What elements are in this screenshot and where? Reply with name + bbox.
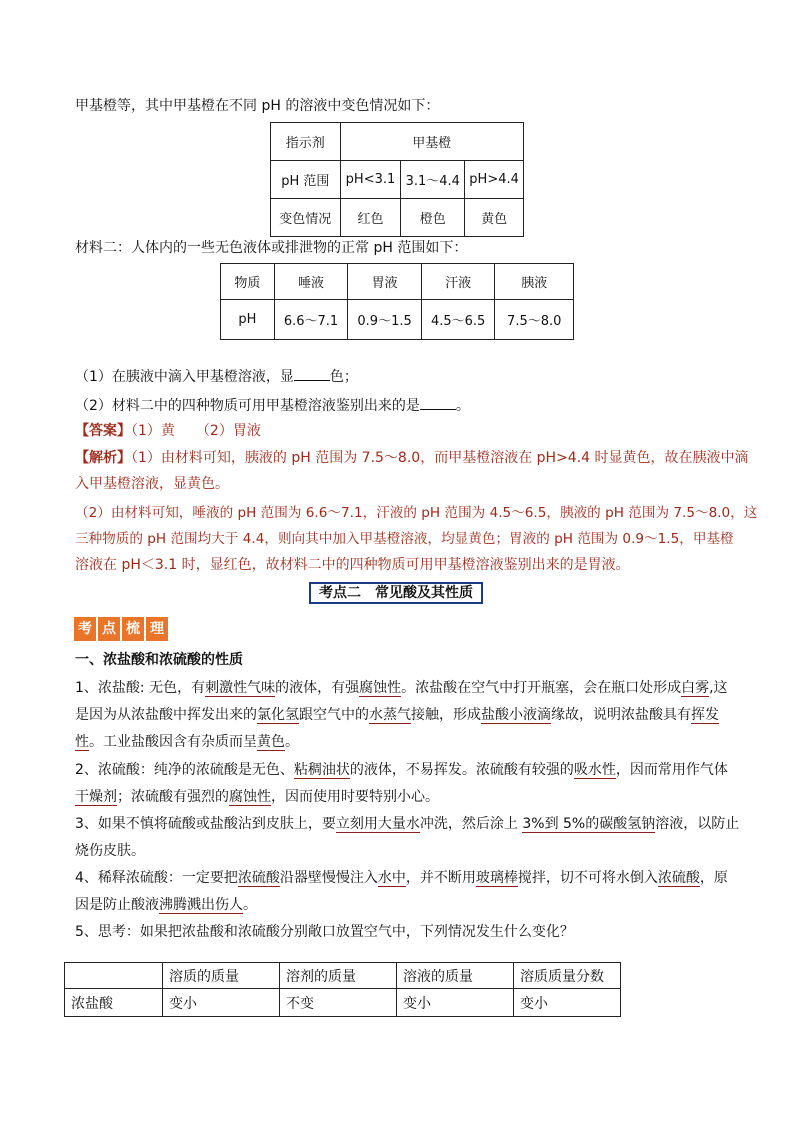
table-header: 唾液: [274, 264, 348, 300]
section-title: 考点二 常见酸及其性质: [309, 582, 483, 604]
paragraph-3-line: [75, 814, 739, 834]
analysis-line: 三种物质的 pH 范围均大于 4.4，则向其中加入甲基橙溶液，均显黄色；胃液的 pH 范围为 0.9～1.5，甲基橙: [75, 531, 734, 547]
section-heading: 一、浓盐酸和浓硫酸的性质: [75, 652, 243, 668]
underlined-term: 腐蚀性: [359, 680, 402, 696]
table-cell: 变小: [514, 989, 621, 1017]
text: 因是防止酸液: [75, 897, 159, 913]
analysis-text: （1）由材料可知，胰液的 pH 范围为 7.5～8.0，而甲基橙溶液在 pH>4.4 时显黄色，故在胰液中滴: [131, 450, 749, 466]
underlined-term: 粘稠油状: [293, 762, 350, 778]
table-header: 胰液: [495, 264, 574, 300]
indicator-name: 甲基橙: [340, 123, 523, 161]
text: 的液体，有强: [275, 680, 360, 696]
underlined-term: 大量水: [377, 816, 420, 832]
text: 沿器壁慢慢注入: [279, 870, 378, 886]
ph-value-cell: 7.5～8.0: [495, 300, 574, 340]
question-1-text: （1）在胰液中滴入甲基橙溶液，显: [75, 369, 294, 385]
analysis-line: （2）由材料可知，唾液的 pH 范围为 6.6～7.1，汗液的 pH 范围为 4.5～6.5，胰液的 pH 范围为 7.5～8.0，这: [75, 505, 758, 521]
badge-char: 梳: [122, 617, 144, 641]
table-header: 溶质的质量: [163, 963, 280, 989]
paragraph-1-line: [75, 678, 728, 698]
answer-tag: 【答案】: [75, 423, 131, 439]
ph-value-cell: 6.6～7.1: [274, 300, 348, 340]
text: 。工业盐酸因含有杂质而呈: [89, 734, 257, 750]
ph-range-cell: pH>4.4: [465, 161, 524, 199]
material2-line: 材料二：人体内的一些无色液体或排泄物的正常 pH 范围如下：: [75, 240, 468, 256]
badge-char: 理: [146, 617, 168, 641]
table-cell: 变小: [397, 989, 514, 1017]
underlined-term: 立刻用: [335, 816, 378, 832]
text: 缘故，说明浓盐酸具有: [551, 707, 691, 723]
underlined-term: 吸水性: [573, 762, 616, 778]
text: 是因为从浓盐酸中挥发出来的: [75, 707, 257, 723]
table-header: [65, 963, 163, 989]
text: 冲洗，然后涂上: [419, 816, 523, 832]
underlined-term: 盐酸小液滴: [481, 707, 551, 723]
underlined-term: 干燥剂: [75, 789, 117, 805]
indicator-label: 指示剂: [271, 123, 341, 161]
question-2-end: 。: [455, 398, 470, 414]
text: 的液体，不易挥发。浓硫酸有较强的: [349, 762, 574, 778]
underlined-term: 沸腾溅出伤人: [159, 897, 243, 913]
text: ；浓硫酸有强烈的: [117, 789, 229, 805]
color-cell: 黄色: [465, 199, 524, 237]
paragraph-3-line: 烧伤皮肤。: [75, 843, 145, 859]
analysis-line: [75, 448, 749, 468]
paragraph-2-line: [75, 760, 728, 780]
text: 溶液，以防止: [655, 816, 740, 832]
paragraph-1-line: [75, 732, 299, 752]
paragraph-5-line: 5、思考：如果把浓盐酸和浓硫酸分别敞口放置空气中，下列情况发生什么变化？: [75, 924, 574, 940]
underlined-term: 浓硫酸: [237, 870, 280, 886]
underlined-term: 水蒸气: [369, 707, 411, 723]
underlined-term: 腐蚀性: [229, 789, 271, 805]
answer-blank: [294, 366, 330, 381]
ph-range-cell: pH<3.1: [340, 161, 401, 199]
paragraph-1-line: [75, 705, 719, 725]
question-2-text: （2）材料二中的四种物质可用甲基橙溶液鉴别出来的是: [75, 398, 420, 414]
table-header: 物质: [221, 264, 275, 300]
paragraph-4-line: [75, 868, 728, 888]
text: ,这: [709, 680, 728, 696]
answer-line: [75, 421, 261, 441]
paragraph-2-line: [75, 787, 439, 807]
color-change-label: 变色情况: [271, 199, 341, 237]
table-cell: 变小: [163, 989, 280, 1017]
text: ，因而常用作气体: [615, 762, 728, 778]
underlined-term: 刺激性气味: [205, 680, 276, 696]
answer-text: （1）黄 （2）胃液: [131, 423, 261, 439]
underlined-term: 氯化氢: [257, 707, 299, 723]
text: ，因而使用时要特别小心。: [271, 789, 439, 805]
underlined-term: 玻璃棒: [475, 870, 518, 886]
underlined-term: 碳酸氢钠: [599, 816, 656, 832]
text: 接触，形成: [411, 707, 481, 723]
table-header: 汗液: [421, 264, 495, 300]
badge-char: 点: [98, 617, 120, 641]
table-cell: 不变: [280, 989, 397, 1017]
question-1: [75, 366, 358, 387]
methyl-orange-table: [270, 122, 524, 237]
text: ，原: [699, 870, 728, 886]
underlined-term: 白雾: [681, 680, 710, 696]
table-header: 胃液: [348, 264, 422, 300]
paragraph-4-line: [75, 895, 257, 915]
question-1-end: 色；: [329, 369, 358, 385]
table-header: 溶液的质量: [397, 963, 514, 989]
underlined-term: 水中: [377, 870, 406, 886]
text: 。: [285, 734, 299, 750]
underlined-term: 浓硫酸: [657, 870, 700, 886]
question-2: [75, 395, 470, 416]
text: 1、浓盐酸: 无色，有: [75, 680, 206, 696]
text: 搅拌，切不可将水倒入: [517, 870, 658, 886]
underlined-term: 3%到 5%的: [522, 816, 600, 832]
text: 跟空气中的: [299, 707, 369, 723]
table-header: 溶质质量分数: [514, 963, 621, 989]
underlined-term: 性: [75, 734, 89, 750]
text: 3、如果不慎将硫酸或盐酸沾到皮肤上，要: [75, 816, 336, 832]
badge-char: 考: [74, 617, 96, 641]
intro-line: 甲基橙等，其中甲基橙在不同 pH 的溶液中变色情况如下：: [75, 98, 440, 114]
ph-range-cell: 3.1～4.4: [401, 161, 465, 199]
text: 4、稀释浓硫酸：一定要把: [75, 870, 238, 886]
ph-value-cell: 0.9～1.5: [348, 300, 422, 340]
underlined-term: 黄色: [257, 734, 285, 750]
answer-blank: [420, 395, 456, 410]
analysis-line: 溶液在 pH＜3.1 时，显红色，故材料二中的四种物质可用甲基橙溶液鉴别出来的是胃液。: [75, 557, 630, 573]
analysis-tag: 【解析】: [75, 450, 131, 466]
row-label: pH: [221, 300, 275, 340]
evaporation-table: [64, 962, 621, 1017]
row-label: 浓盐酸: [65, 989, 163, 1017]
text: 2、浓硫酸：纯净的浓硫酸是无色、: [75, 762, 294, 778]
text: 。浓盐酸在空气中打开瓶塞，会在瓶口处形成: [401, 680, 682, 696]
ph-range-label: pH 范围: [271, 161, 341, 199]
table-header: 溶剂的质量: [280, 963, 397, 989]
color-cell: 橙色: [401, 199, 465, 237]
text: ，并不断用: [405, 870, 476, 886]
ph-value-cell: 4.5～6.5: [421, 300, 495, 340]
text: 。: [243, 897, 257, 913]
underlined-term: 挥发: [691, 707, 719, 723]
analysis-line: 入甲基橙溶液，显黄色。: [75, 476, 229, 492]
body-fluid-ph-table: [220, 263, 574, 340]
color-cell: 红色: [340, 199, 401, 237]
